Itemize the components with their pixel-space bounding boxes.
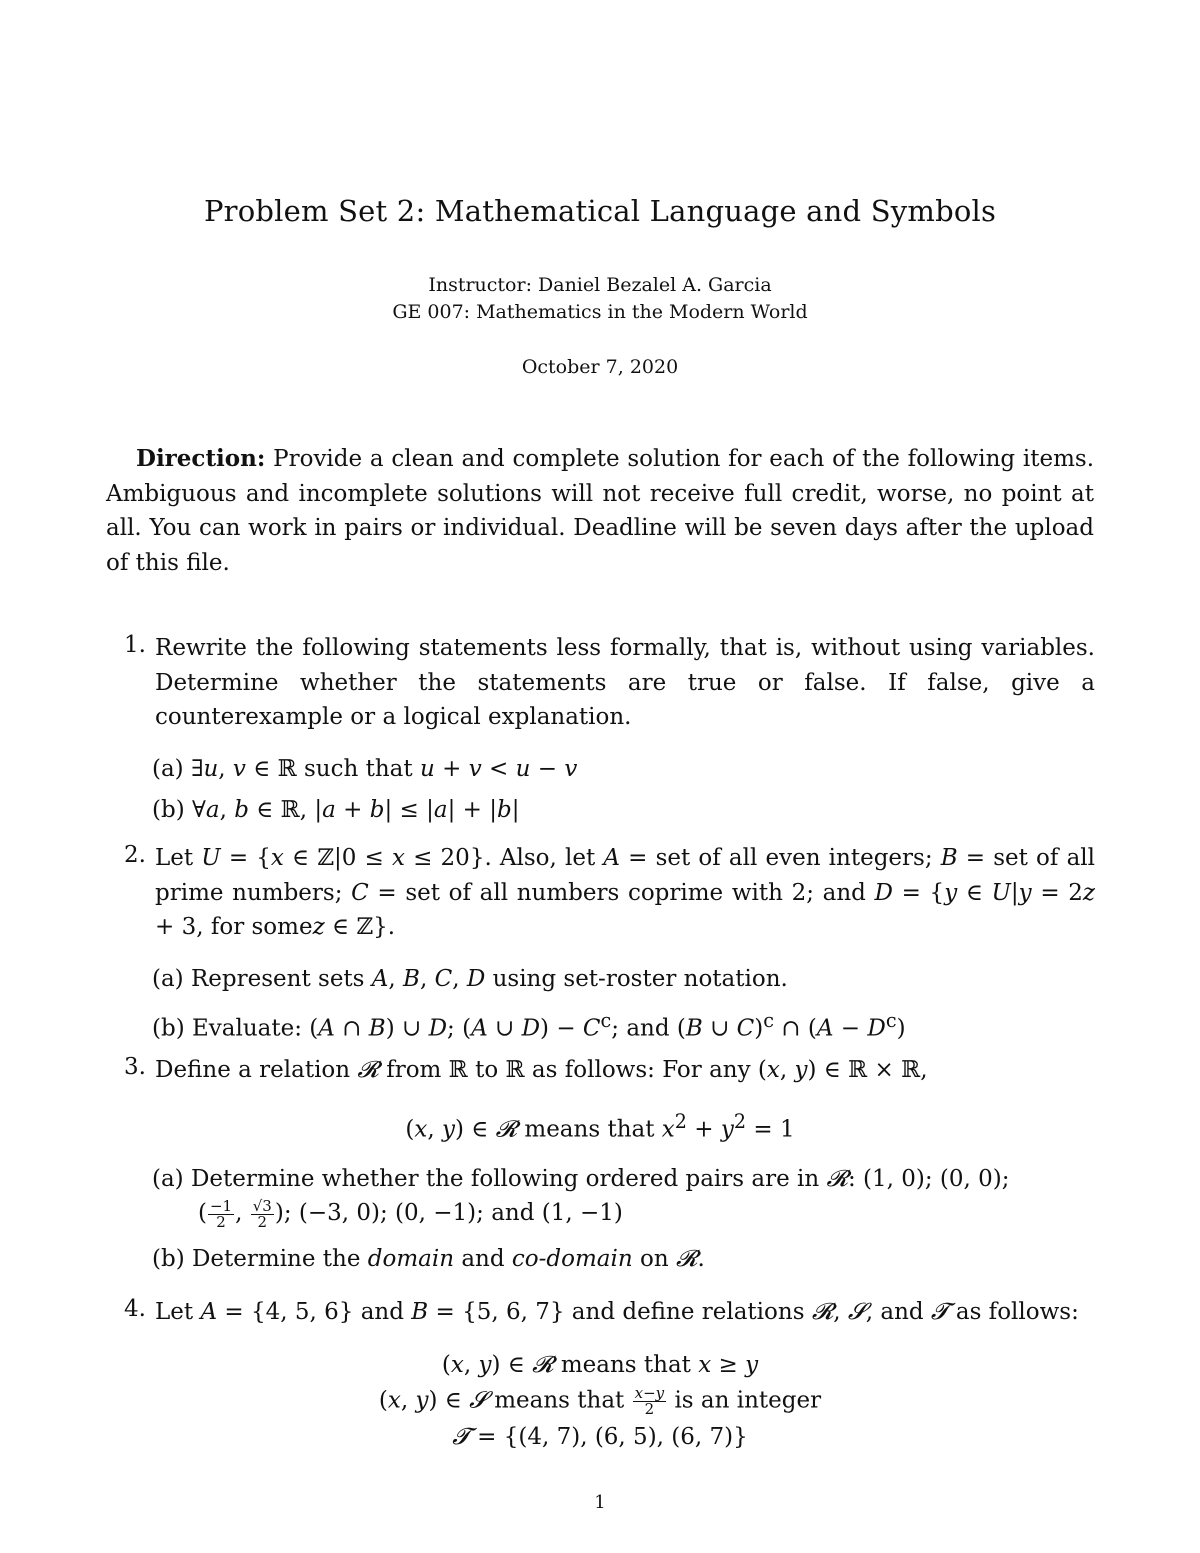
course-line: GE 007: Mathematics in the Modern World (392, 301, 808, 323)
problem-3-display: (x, y) ∈ 𝓡 means that $x^2 + y^2 = 1$ (405, 1110, 795, 1143)
date-line: October 7, 2020 (521, 356, 679, 378)
problem-4-display-s: (x, y) ∈ 𝓢 means that $\frac{x-y}{2}$ is an integer (378, 1384, 822, 1418)
problem-1-number: 1. (124, 632, 146, 658)
problem-2a: (a) Represent sets A, B, C, D using set-roster notation. (152, 966, 788, 992)
problem-4-display-t: 𝓣 = {(4, 7), (6, 5), (6, 7)} (452, 1424, 748, 1450)
problem-3-text: Define a relation 𝓡 from ℝ to ℝ as follows: For any (x, y) ∈ ℝ × ℝ, (155, 1057, 928, 1083)
problem-3-number: 3. (124, 1054, 146, 1080)
problem-4-display-r: (x, y) ∈ 𝓡 means that x ≥ y (441, 1352, 759, 1378)
problem-2-text: Let U = {x ∈ ℤ|0 ≤ x ≤ 20}. Also, let A = set of all even integers; B = set of all prime numbers; C = set of all numbers coprime with 2; and D = {y ∈ U|y = 2z + 3, for somez ∈ ℤ}. (155, 845, 1096, 940)
problem-1b: (b) ∀a, b ∈ ℝ, |a + b| ≤ |a| + |b| (152, 797, 520, 823)
problem-3b: (b) Determine the domain and co-domain on 𝓡. (152, 1246, 705, 1272)
problem-4-number: 4. (124, 1296, 146, 1322)
problem-2-number: 2. (124, 842, 146, 868)
direction-label: Direction: (136, 445, 266, 472)
direction-paragraph (106, 442, 1094, 580)
direction-text: Provide a clean and complete solution for each of the following items. Ambiguous and incomplete solutions will not receive full credit, worse, no point at all. You can work in pairs or individual. Deadline will be seven days after the upload of this file. (106, 446, 1095, 576)
problem-3a: (a) Determine whether the following ordered pairs are in 𝓡: (1, 0); (0, 0); ( $\frac{-1}{2}$ , $\frac{√3}{2}$ ); (−3, 0); (0, −1); and (1, −1) (152, 1166, 1010, 1231)
instructor-line: Instructor: Daniel Bezalel A. Garcia (428, 274, 772, 296)
problem-1a: (a) ∃u, v ∈ ℝ such that u + v < u − v (152, 756, 578, 782)
problem-2b: (b) Evaluate: (A ∩ B) ∪ D; (A ∪ $D) - C^c$; and (B ∪ C)$^c$ ∩ $(A - D^c)$ (152, 1009, 906, 1042)
problem-4-text: Let A = {4, 5, 6} and B = {5, 6, 7} and define relations 𝓡, 𝓢, and 𝓣 as follows: (155, 1299, 1079, 1325)
page-number: 1 (594, 1492, 606, 1513)
document-title: Problem Set 2: Mathematical Language and Symbols (203, 194, 997, 228)
fraction-neg-half: $\frac{-1}{2}$ (209, 1196, 233, 1231)
fraction-x-minus-y-over-2: $\frac{x-y}{2}$ (634, 1384, 665, 1418)
problem-1-text: Rewrite the following statements less formally, that is, without using variables. Determine whether the statements are true or false. If false, give a counterexample or a logical explanation. (155, 635, 1095, 730)
fraction-sqrt3-half: $\frac{√3}{2}$ (252, 1196, 272, 1231)
